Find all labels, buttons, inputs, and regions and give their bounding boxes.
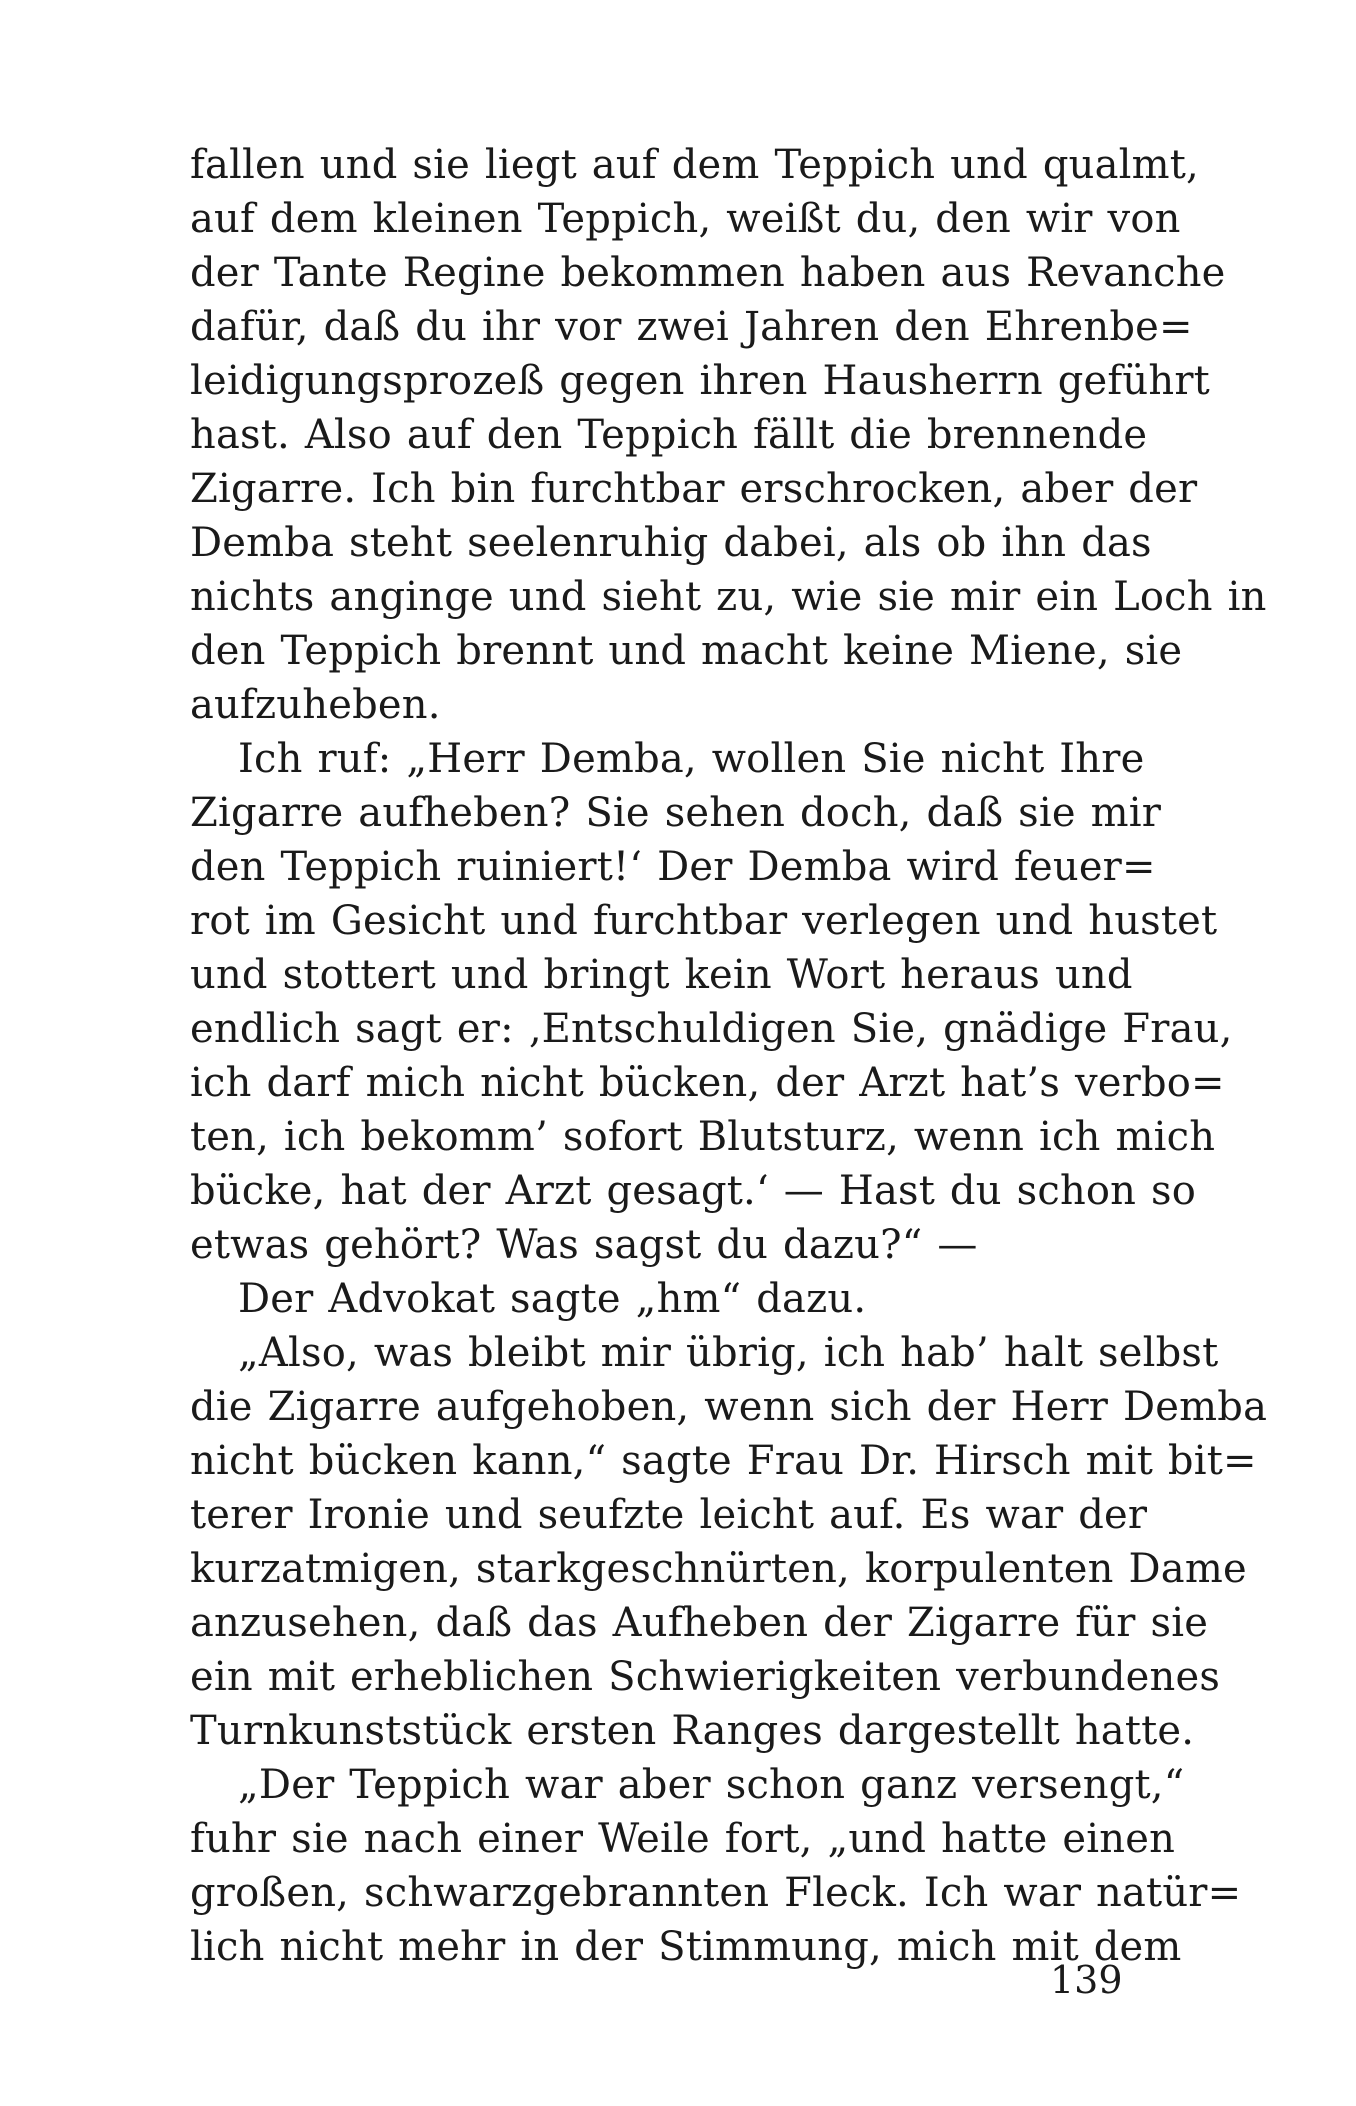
text-line: leidigungsprozeß gegen ihren Hausherrn geführt <box>190 358 1210 404</box>
text-line: den Teppich brennt und macht keine Miene, sie <box>190 628 1183 674</box>
text-line: endlich sagt er: ‚Entschuldigen Sie, gnädige Frau, <box>190 1006 1233 1052</box>
text-line: der Tante Regine bekommen haben aus Revanche <box>190 250 1226 296</box>
text-line: „Also, was bleibt mir übrig, ich hab’ halt selbst <box>238 1330 1219 1376</box>
page-body <box>190 138 1268 1974</box>
text-line: Zigarre. Ich bin furchtbar erschrocken, aber der <box>190 466 1198 512</box>
text-line: fuhr sie nach einer Weile fort, „und hatte einen <box>190 1816 1176 1862</box>
text-line: Turnkunststück ersten Ranges dargestellt hatte. <box>190 1708 1195 1754</box>
text-line: dafür, daß du ihr vor zwei Jahren den Ehrenbe= <box>190 304 1193 350</box>
text-line: terer Ironie und seufzte leicht auf. Es war der <box>190 1492 1148 1538</box>
text-line: lich nicht mehr in der Stimmung, mich mit dem <box>190 1924 1182 1970</box>
text-line: anzusehen, daß das Aufheben der Zigarre für sie <box>190 1600 1209 1646</box>
text-line: Zigarre aufheben? Sie sehen doch, daß sie mir <box>190 790 1162 836</box>
text-line: großen, schwarzgebrannten Fleck. Ich war natür= <box>190 1870 1242 1916</box>
text-line: aufzuheben. <box>190 682 441 728</box>
text-line: fallen und sie liegt auf dem Teppich und qualmt, <box>190 142 1199 188</box>
text-line: die Zigarre aufgehoben, wenn sich der Herr Demba <box>190 1384 1268 1430</box>
text-line: ich darf mich nicht bücken, der Arzt hat’s verbo= <box>190 1060 1225 1106</box>
text-line: „Der Teppich war aber schon ganz versengt,“ <box>238 1762 1185 1808</box>
text-line: bücke, hat der Arzt gesagt.‘ — Hast du schon so <box>190 1168 1197 1214</box>
text-line: kurzatmigen, starkgeschnürten, korpulenten Dame <box>190 1546 1247 1592</box>
text-line: Der Advokat sagte „hm“ dazu. <box>238 1276 867 1322</box>
text-line: auf dem kleinen Teppich, weißt du, den wir von <box>190 196 1181 242</box>
text-line: nichts anginge und sieht zu, wie sie mir ein Loch in <box>190 574 1267 620</box>
text-line: nicht bücken kann,“ sagte Frau Dr. Hirsch mit bit= <box>190 1438 1257 1484</box>
text-line: Demba steht seelenruhig dabei, als ob ihn das <box>190 520 1152 566</box>
text-line: Ich ruf: „Herr Demba, wollen Sie nicht Ihre <box>238 736 1145 782</box>
text-line: den Teppich ruiniert!‘ Der Demba wird feuer= <box>190 844 1156 890</box>
text-line: ein mit erheblichen Schwierigkeiten verbundenes <box>190 1654 1221 1700</box>
text-line: und stottert und bringt kein Wort heraus und <box>190 952 1133 998</box>
text-line: ten, ich bekomm’ sofort Blutsturz, wenn ich mich <box>190 1114 1216 1160</box>
page-number: 139 <box>1050 1958 1123 2002</box>
text-line: etwas gehört? Was sagst du dazu?“ — <box>190 1222 978 1268</box>
text-line: rot im Gesicht und furchtbar verlegen und hustet <box>190 898 1218 944</box>
text-line: hast. Also auf den Teppich fällt die brennende <box>190 412 1148 458</box>
